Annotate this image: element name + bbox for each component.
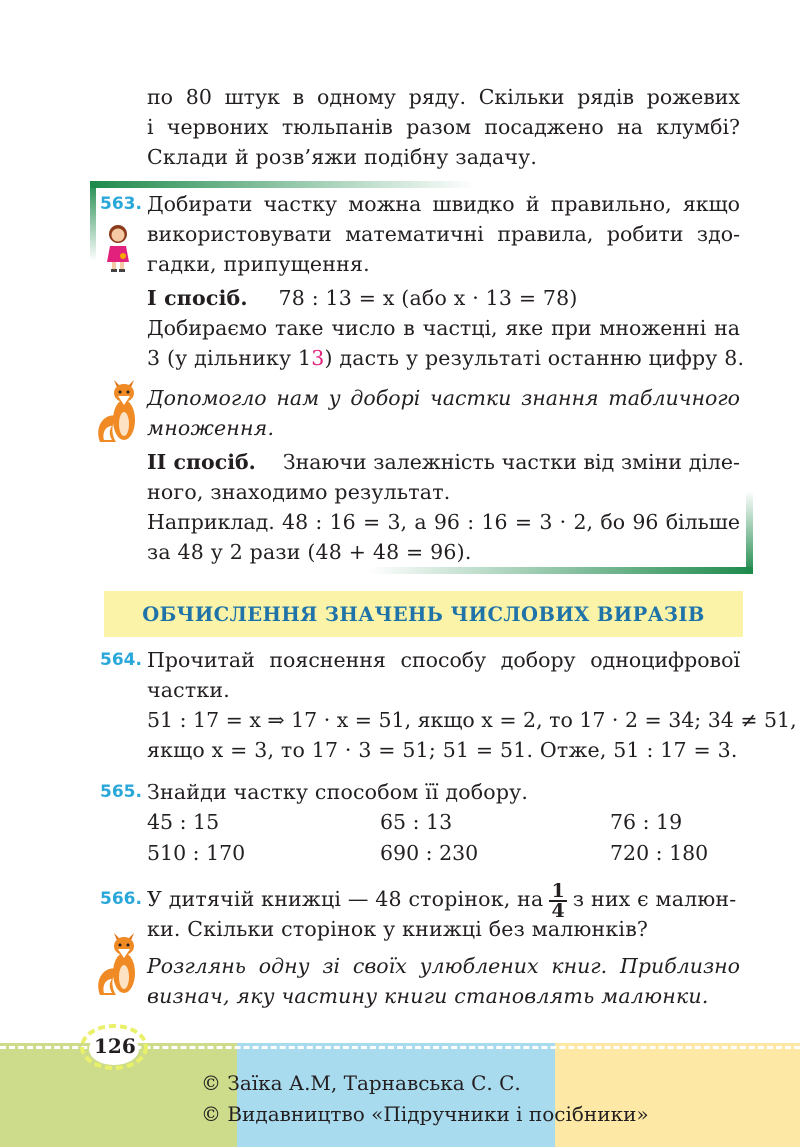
fox-icon [96,372,146,444]
task-text: за 48 у 2 рази (48 + 48 = 96). [147,540,472,564]
exercise-cell: 720 : 180 [610,841,709,865]
task-text: Знайди частку способом її добору. [147,780,529,804]
intro-line: і червоних тюльпанів разом посаджено на клумбі? [147,115,740,139]
exercise-cell: 65 : 13 [380,810,453,834]
footer-band [555,1043,800,1147]
copyright-publisher: © Видавництво «Підручники і посібники» [201,1102,649,1126]
copyright-authors: © Заїка А.М, Тарнавська С. С. [201,1071,521,1095]
task-text: якщо x = 3, то 17 · 3 = 51; 51 = 51. Отже, 51 : 17 = 3. [147,738,738,762]
task-text: частки. [147,678,230,702]
fox-hint: визнач, яку частину книги становлять малюнки. [147,984,709,1008]
task-text: Добираємо таке число в частці, яке при множенні на [147,316,740,340]
task-number: 563. [100,194,142,214]
section-heading [104,591,743,637]
section-heading-text: ОБЧИСЛЕННЯ ЗНАЧЕНЬ ЧИСЛОВИХ ВИРАЗІВ [142,602,705,626]
method-text: Знаючи залежність частки від зміни діле- [282,450,740,474]
exercise-cell: 510 : 170 [147,841,246,865]
intro-line: по 80 штук в одному ряду. Скільки рядів рожевих [147,85,740,109]
task-text: ного, знаходимо результат. [147,480,451,504]
page-number: 126 [94,1034,136,1058]
intro-line: Склади й розв’яжи подібну задачу. [147,145,538,169]
task-text: використовувати математичні правила, робити здо- [147,222,740,246]
method-label: ІІ спосіб. [147,450,256,474]
task-text: Прочитай пояснення способу добору одноцифрової [147,648,740,672]
task-text: Добирати частку можна швидко й правильно, якщо [147,192,740,216]
exercise-cell: 690 : 230 [380,841,479,865]
task-text: Наприклад. 48 : 16 = 3, а 96 : 16 = 3 · 2, бо 96 більше [147,510,740,534]
exercise-cell: 76 : 19 [610,810,683,834]
fraction: $\frac{1}{4}$ [551,879,565,922]
task-text: 3 (у дільнику 13) дасть у результаті останню цифру 8. [147,346,745,370]
task-text: ки. Скільки сторінок у книжці без малюнків? [147,917,649,941]
method-line [147,447,740,477]
highlighted-digit: 3 [311,346,325,370]
task-text: У дитячій книжці — 48 сторінок, на $\frac{1}{4}$ з них є малюн- [147,879,737,922]
exercise-cell: 45 : 15 [147,810,220,834]
girl-icon [103,222,133,274]
task-number: 565. [100,782,142,802]
task-text: 51 : 17 = x ⇒ 17 · x = 51, якщо x = 2, то 17 · 2 = 34; 34 ≠ 51, [147,708,797,732]
method-label: І спосіб. [147,286,248,310]
task-text: гадки, припущення. [147,252,370,276]
fox-icon [96,925,146,997]
fox-hint: Допомогло нам у доборі частки знання табличного [147,386,740,410]
fox-hint: множення. [147,416,275,440]
task-number: 564. [100,650,142,670]
method-line [147,283,578,313]
fox-hint: Розглянь одну зі своїх улюблених книг. Приблизно [147,954,740,978]
method-expression: 78 : 13 = x (або x · 13 = 78) [278,286,578,310]
task-number: 566. [100,889,142,909]
